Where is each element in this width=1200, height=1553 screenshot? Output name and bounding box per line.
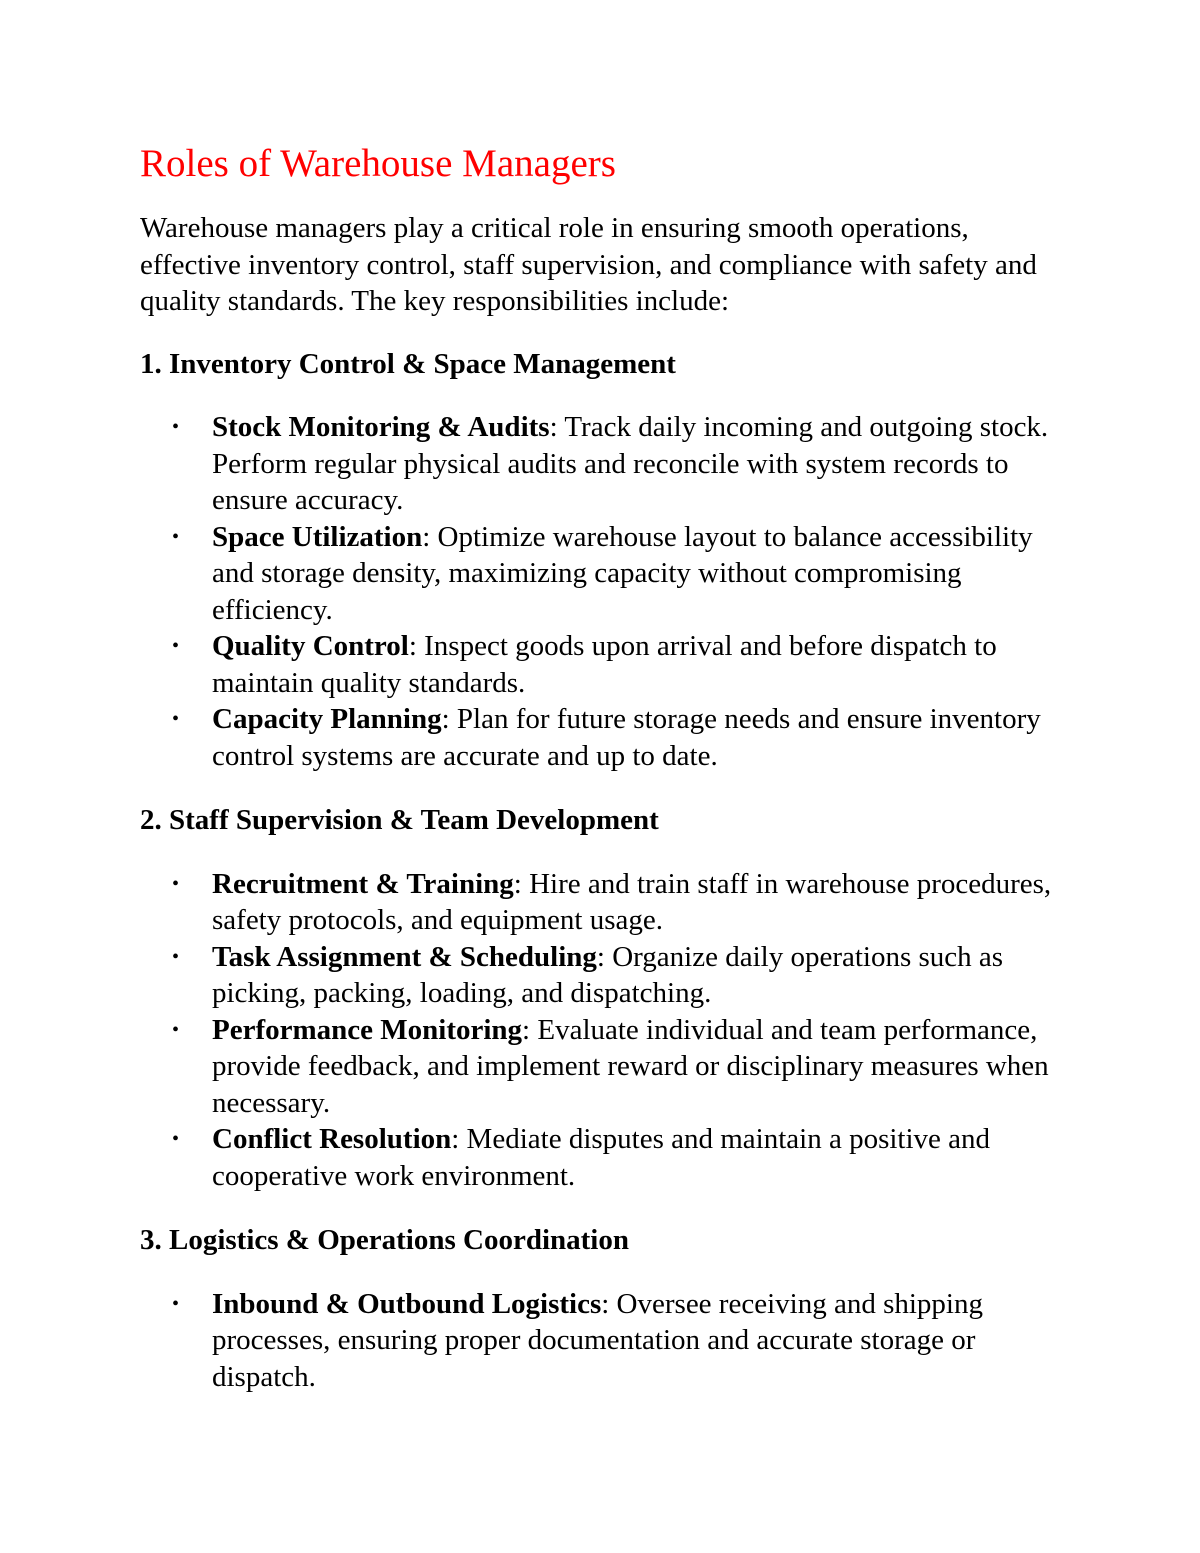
- section-heading: 2. Staff Supervision & Team Development: [140, 804, 659, 836]
- bullet-list: [140, 409, 1070, 774]
- list-item: [140, 1121, 1070, 1194]
- list-item: [140, 1012, 1070, 1122]
- item-term: Quality Control: [212, 630, 409, 662]
- item-text: : Oversee receiving and shipping processes, ensuring proper documentation and accurate storage or dispatch.: [212, 1287, 983, 1393]
- item-term: Inbound & Outbound Logistics: [212, 1287, 602, 1320]
- section-staff-supervision: [140, 802, 1070, 1194]
- list-item: [140, 939, 1070, 1012]
- list-item: [140, 701, 1070, 774]
- item-term: Recruitment & Training: [212, 867, 514, 900]
- bullet-icon: •: [172, 1128, 180, 1150]
- section-heading: 3. Logistics & Operations Coordination: [140, 1224, 629, 1256]
- list-item: [140, 1286, 1070, 1396]
- item-term: Stock Monitoring & Audits: [212, 411, 550, 443]
- bullet-icon: •: [172, 872, 180, 895]
- item-term: Space Utilization: [212, 520, 423, 553]
- bullet-list: [140, 866, 1070, 1195]
- list-item: [140, 409, 1070, 519]
- document-page: [140, 140, 1070, 1423]
- item-text: : Track daily incoming and outgoing stock. Perform regular physical audits and reconcile with system records to ensure accuracy.: [212, 411, 1049, 516]
- page-title: Roles of Warehouse Managers: [140, 142, 616, 185]
- item-text: : Mediate disputes and maintain a positive and cooperative work environment.: [212, 1123, 991, 1192]
- item-text: : Inspect goods upon arrival and before dispatch to maintain quality standards.: [212, 630, 997, 699]
- bullet-icon: •: [172, 635, 180, 657]
- bullet-icon: •: [172, 708, 180, 730]
- bullet-icon: •: [172, 525, 180, 548]
- item-term: Conflict Resolution: [212, 1123, 452, 1155]
- list-item: [140, 519, 1070, 629]
- list-item: [140, 628, 1070, 701]
- item-text: : Hire and train staff in warehouse procedures, safety protocols, and equipment usage.: [212, 867, 1052, 936]
- bullet-icon: •: [172, 945, 180, 968]
- bullet-icon: •: [172, 416, 180, 438]
- list-item: [140, 866, 1070, 939]
- item-text: : Plan for future storage needs and ensure inventory control systems are accurate and up to date.: [212, 703, 1041, 772]
- section-logistics-coordination: [140, 1222, 1070, 1395]
- intro-paragraph: Warehouse managers play a critical role in ensuring smooth operations, effective inventory control, staff supervision, and compliance with safety and quality standards. The key responsibilities include:: [140, 212, 1037, 317]
- item-text: : Organize daily operations such as picking, packing, loading, and dispatching.: [212, 940, 1004, 1009]
- bullet-icon: •: [172, 1292, 180, 1315]
- item-term: Capacity Planning: [212, 703, 442, 735]
- item-text: : Evaluate individual and team performance, provide feedback, and implement reward or disciplinary measures when necessary.: [212, 1013, 1049, 1119]
- item-term: Task Assignment & Scheduling: [212, 940, 597, 973]
- bullet-list: [140, 1286, 1070, 1396]
- section-heading: 1. Inventory Control & Space Management: [140, 347, 676, 380]
- section-inventory-control: [140, 346, 1070, 775]
- item-text: : Optimize warehouse layout to balance accessibility and storage density, maximizing capacity without compromising efficiency.: [212, 520, 1033, 626]
- item-term: Performance Monitoring: [212, 1013, 523, 1046]
- bullet-icon: •: [172, 1018, 180, 1041]
